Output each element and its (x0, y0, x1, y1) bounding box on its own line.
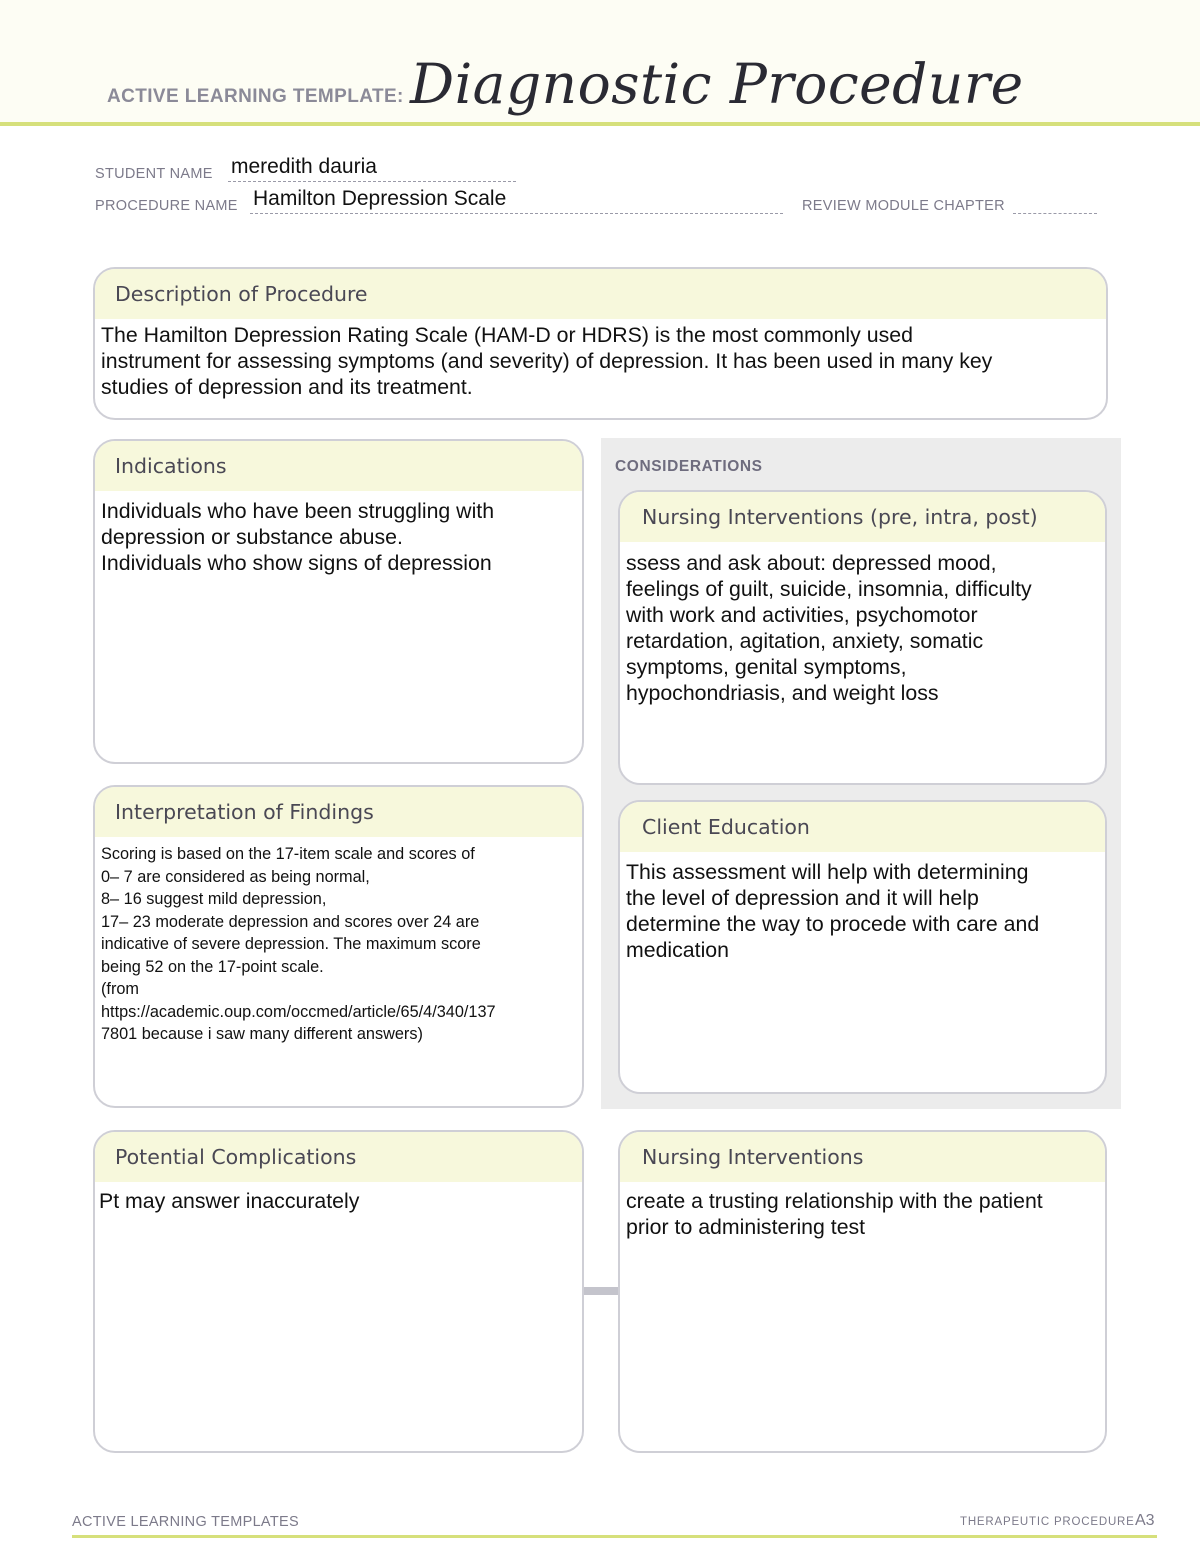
text-line: ssess and ask about: depressed mood, (626, 551, 997, 575)
text-line: being 52 on the 17-point scale. (101, 957, 324, 976)
review-module-field[interactable] (1013, 213, 1097, 214)
template-label: ACTIVE LEARNING TEMPLATE: (107, 86, 404, 107)
interpretation-box (93, 785, 584, 1108)
text-line: 17– 23 moderate depression and scores over 24 are (101, 912, 480, 931)
nursing-interventions-box (618, 1130, 1107, 1453)
text-line: This assessment will help with determining (626, 860, 1029, 884)
description-box (93, 267, 1108, 420)
text-line: 8– 16 suggest mild depression, (101, 890, 327, 908)
student-name-line (228, 181, 516, 182)
text-line: retardation, agitation, anxiety, somatic (626, 629, 984, 653)
procedure-name-label: PROCEDURE NAME (95, 198, 238, 214)
text-line: Pt may answer inaccurately (99, 1189, 360, 1213)
text-line: studies of depression and its treatment. (101, 375, 473, 399)
indications-box (93, 439, 584, 764)
complications-box (93, 1130, 584, 1453)
nursing-interventions-pre-text[interactable] (620, 542, 1105, 706)
text-line: symptoms, genital symptoms, (626, 655, 907, 679)
text-line: instrument for assessing symptoms (and severity) of depression. It has been used in many key (101, 349, 993, 373)
footer-rule (72, 1535, 1157, 1538)
indications-text[interactable] (95, 491, 582, 576)
text-line: 7801 because i saw many different answers) (101, 1025, 423, 1043)
nursing-interventions-title: Nursing Interventions (620, 1132, 1105, 1182)
considerations-label: CONSIDERATIONS (615, 458, 763, 475)
nursing-interventions-pre-box (618, 490, 1107, 785)
nursing-interventions-pre-title: Nursing Interventions (pre, intra, post) (620, 492, 1105, 542)
text-line: feelings of guilt, suicide, insomnia, difficulty (626, 577, 1032, 601)
footer-right-label: THERAPEUTIC PROCEDURE (960, 1516, 1135, 1528)
text-line: hypochondriasis, and weight loss (626, 681, 939, 705)
connector-bar (584, 1287, 620, 1295)
text-line: Individuals who show signs of depression (101, 551, 492, 575)
procedure-name-field[interactable]: Hamilton Depression Scale (253, 187, 507, 210)
student-name-field[interactable]: meredith dauria (231, 155, 377, 178)
interpretation-title: Interpretation of Findings (95, 787, 582, 837)
client-education-title: Client Education (620, 802, 1105, 852)
page-title: Diagnostic Procedure (410, 52, 1024, 116)
description-text[interactable] (95, 319, 1106, 400)
text-line: Scoring is based on the 17-item scale and scores of (101, 845, 475, 863)
complications-title: Potential Complications (95, 1132, 582, 1182)
description-title: Description of Procedure (95, 269, 1106, 319)
text-line: prior to administering test (626, 1215, 866, 1239)
text-line: 0– 7 are considered as being normal, (101, 867, 370, 886)
header-rule (0, 122, 1200, 126)
text-line: https://academic.oup.com/occmed/article/65/4/340/137 (101, 1002, 496, 1021)
text-line: the level of depression and it will help (626, 886, 979, 910)
procedure-name-line (250, 213, 783, 214)
page-number: A3 (1135, 1512, 1155, 1529)
text-line: determine the way to procede with care and (626, 912, 1040, 936)
indications-title: Indications (95, 441, 582, 491)
footer-left-label: ACTIVE LEARNING TEMPLATES (72, 1514, 299, 1530)
text-line: (from (101, 980, 139, 998)
review-module-label: REVIEW MODULE CHAPTER (802, 198, 1005, 214)
client-education-box (618, 800, 1107, 1094)
text-line: with work and activities, psychomotor (626, 603, 978, 627)
text-line: Individuals who have been struggling with (101, 499, 495, 523)
text-line: indicative of severe depression. The maximum score (101, 935, 481, 953)
nursing-interventions-text[interactable] (620, 1182, 1105, 1240)
text-line: medication (626, 938, 729, 962)
text-line: depression or substance abuse. (101, 525, 403, 549)
complications-text[interactable] (95, 1182, 582, 1214)
client-education-text[interactable] (620, 852, 1105, 963)
text-line: The Hamilton Depression Rating Scale (HAM-D or HDRS) is the most commonly used (101, 323, 913, 347)
student-name-label: STUDENT NAME (95, 166, 213, 182)
text-line: create a trusting relationship with the patient (626, 1189, 1043, 1213)
interpretation-text[interactable] (95, 837, 582, 1046)
